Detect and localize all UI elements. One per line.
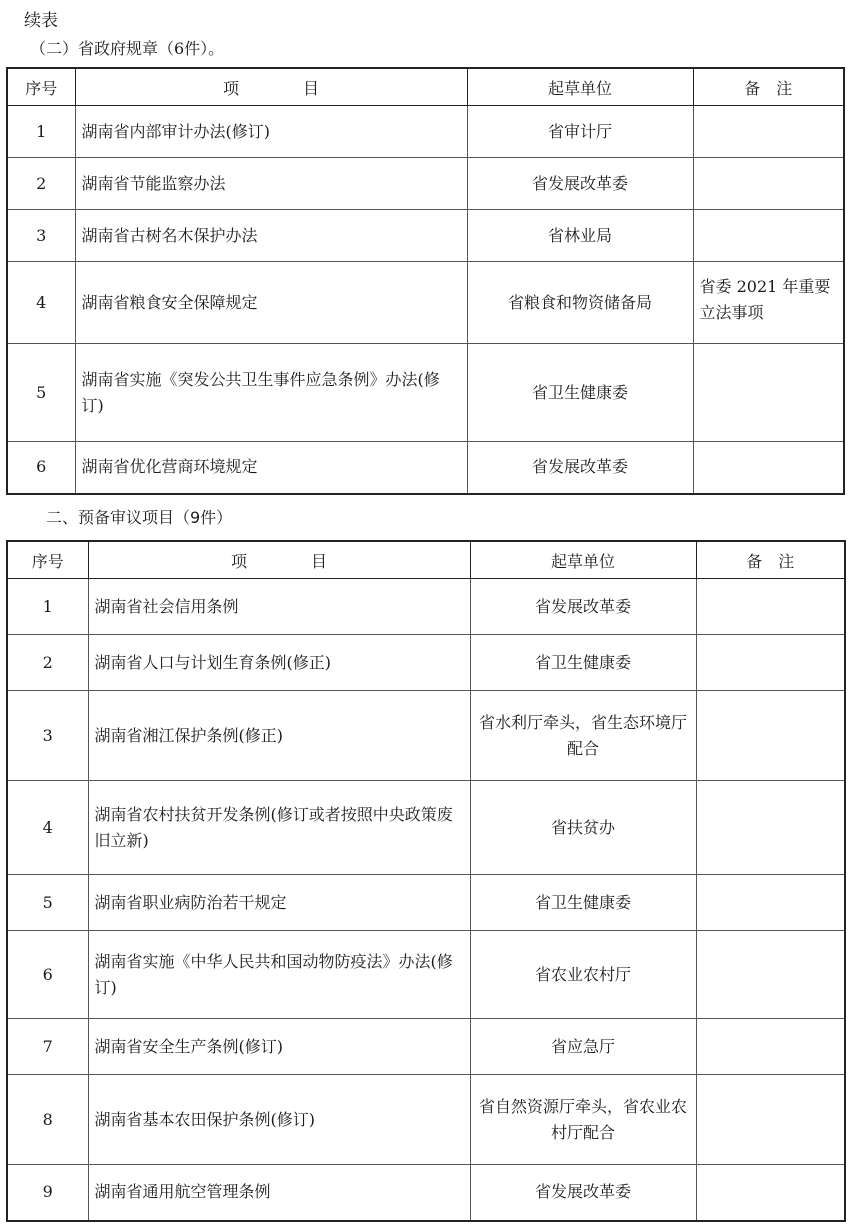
- reserve-projects-table: [6, 540, 846, 1222]
- row-no: 6: [7, 442, 75, 494]
- row-note: [693, 442, 844, 494]
- row-no: 2: [7, 158, 75, 210]
- row-no: 1: [7, 106, 75, 158]
- row-note: [696, 1019, 845, 1075]
- row-no: 6: [7, 931, 88, 1019]
- row-item: 湖南省内部审计办法(修订): [75, 106, 467, 158]
- row-note: [696, 781, 845, 875]
- row-item: 湖南省节能监察办法: [75, 158, 467, 210]
- row-item: 湖南省人口与计划生育条例(修正): [88, 635, 470, 691]
- row-no: 8: [7, 1075, 88, 1165]
- row-no: 5: [7, 875, 88, 931]
- row-note: [696, 691, 845, 781]
- row-unit: 省发展改革委: [467, 442, 693, 494]
- row-unit: 省发展改革委: [467, 158, 693, 210]
- row-item: 湖南省湘江保护条例(修正): [88, 691, 470, 781]
- col-header-no: 序号: [7, 541, 88, 579]
- table-row: [7, 210, 844, 262]
- table-row: [7, 1075, 845, 1165]
- row-unit: 省水利厅牵头，省生态环境厅配合: [470, 691, 696, 781]
- col-header-note: 备 注: [693, 68, 844, 106]
- row-unit: 省林业局: [467, 210, 693, 262]
- table-row: [7, 262, 844, 344]
- row-no: 4: [7, 262, 75, 344]
- row-no: 7: [7, 1019, 88, 1075]
- row-unit: 省粮食和物资储备局: [467, 262, 693, 344]
- row-unit: 省卫生健康委: [470, 875, 696, 931]
- table-row: [7, 344, 844, 442]
- row-unit: 省卫生健康委: [470, 635, 696, 691]
- table-header-row: [7, 541, 845, 579]
- row-note: [696, 579, 845, 635]
- page-heading: 续表: [24, 11, 58, 31]
- row-no: 2: [7, 635, 88, 691]
- row-note: [693, 106, 844, 158]
- row-note: [696, 931, 845, 1019]
- row-unit: 省发展改革委: [470, 579, 696, 635]
- regulations-table: [6, 67, 845, 495]
- row-note: [693, 344, 844, 442]
- row-note: [696, 635, 845, 691]
- row-note: [696, 1075, 845, 1165]
- table-row: [7, 1165, 845, 1221]
- row-note: [696, 875, 845, 931]
- row-item: 湖南省基本农田保护条例(修订): [88, 1075, 470, 1165]
- table-header-row: [7, 68, 844, 106]
- col-header-note: 备 注: [696, 541, 845, 579]
- table-row: [7, 875, 845, 931]
- row-no: 4: [7, 781, 88, 875]
- row-no: 9: [7, 1165, 88, 1221]
- row-item: 湖南省优化营商环境规定: [75, 442, 467, 494]
- row-unit: 省自然资源厅牵头，省农业农村厅配合: [470, 1075, 696, 1165]
- row-note: [693, 210, 844, 262]
- row-item: 湖南省实施《中华人民共和国动物防疫法》办法(修订): [88, 931, 470, 1019]
- row-item: 湖南省职业病防治若干规定: [88, 875, 470, 931]
- col-header-unit: 起草单位: [470, 541, 696, 579]
- row-note: [696, 1165, 845, 1221]
- section2-heading: 二、预备审议项目（9件）: [46, 508, 233, 527]
- row-no: 3: [7, 691, 88, 781]
- row-no: 3: [7, 210, 75, 262]
- row-no: 5: [7, 344, 75, 442]
- row-item: 湖南省通用航空管理条例: [88, 1165, 470, 1221]
- row-unit: 省审计厅: [467, 106, 693, 158]
- row-item: 湖南省农村扶贫开发条例(修订或者按照中央政策废旧立新): [88, 781, 470, 875]
- table-row: [7, 579, 845, 635]
- table-row: [7, 158, 844, 210]
- row-item: 湖南省粮食安全保障规定: [75, 262, 467, 344]
- row-unit: 省发展改革委: [470, 1165, 696, 1221]
- row-note: [693, 158, 844, 210]
- row-unit: 省应急厅: [470, 1019, 696, 1075]
- col-header-item: 项 目: [88, 541, 470, 579]
- row-unit: 省扶贫办: [470, 781, 696, 875]
- table-row: [7, 781, 845, 875]
- table-row: [7, 106, 844, 158]
- col-header-no: 序号: [7, 68, 75, 106]
- col-header-unit: 起草单位: [467, 68, 693, 106]
- row-item: 湖南省实施《突发公共卫生事件应急条例》办法(修订): [75, 344, 467, 442]
- row-unit: 省卫生健康委: [467, 344, 693, 442]
- row-no: 1: [7, 579, 88, 635]
- section-subheading: （二）省政府规章（6件）。: [30, 39, 225, 58]
- table-row: [7, 442, 844, 494]
- row-item: 湖南省安全生产条例(修订): [88, 1019, 470, 1075]
- table-row: [7, 635, 845, 691]
- row-note: 省委 2021 年重要立法事项: [693, 262, 844, 344]
- table-row: [7, 691, 845, 781]
- col-header-item: 项 目: [75, 68, 467, 106]
- row-unit: 省农业农村厅: [470, 931, 696, 1019]
- row-item: 湖南省社会信用条例: [88, 579, 470, 635]
- table-row: [7, 1019, 845, 1075]
- row-item: 湖南省古树名木保护办法: [75, 210, 467, 262]
- table-row: [7, 931, 845, 1019]
